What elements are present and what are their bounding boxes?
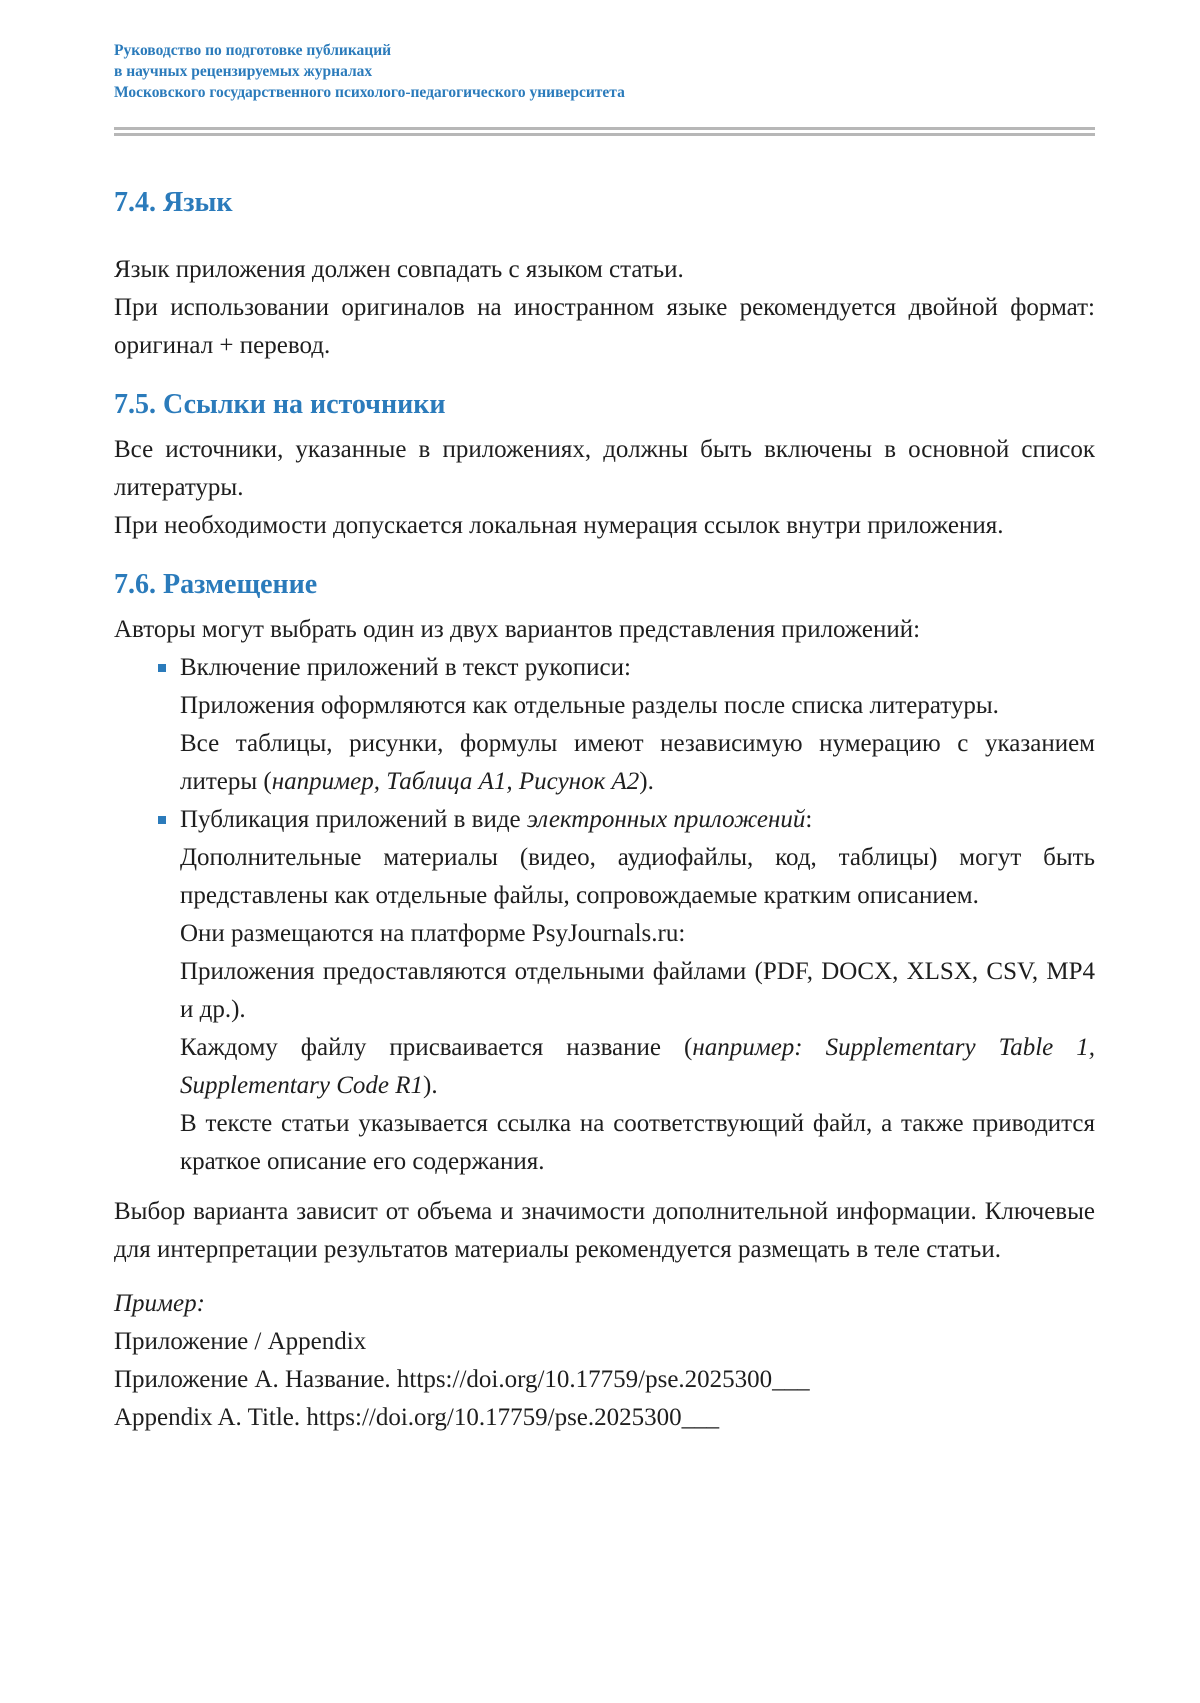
bullet-1-line-2: [180, 725, 1095, 801]
bullet-1-text-2-before: Все таблицы, рисунки, формулы имеют независимую нумерацию с указанием литеры (: [180, 730, 1095, 795]
section-7-4-paragraph-2: При использовании оригиналов на иностранном языке рекомендуется двойной формат: оригинал + перевод.: [114, 294, 1095, 359]
bullet-2-title-before: Публикация приложений в виде: [180, 806, 527, 833]
bullet-2-line-3: Приложения предоставляются отдельными файлами (PDF, DOCX, XLSX, CSV, MP4 и др.).: [180, 958, 1095, 1023]
bullet-1-text-2-after: ).: [639, 768, 654, 795]
header-line-2: в научных рецензируемых журналах: [114, 63, 373, 80]
section-7-6-intro: Авторы могут выбрать один из двух вариантов представления приложений:: [114, 616, 921, 643]
page-content: [114, 185, 1095, 1437]
running-header: [114, 40, 1094, 103]
bullet-2-title-italic: электронных приложений: [526, 806, 806, 833]
bullet-2-line-1: Дополнительные материалы (видео, аудиофайлы, код, таблицы) могут быть представлены как отдельные файлы, сопровождаемые кратким описанием.: [180, 844, 1095, 909]
list-item-electronic-appendix: [114, 801, 1095, 1181]
header-line-1: Руководство по подготовке публикаций: [114, 42, 392, 59]
example-line-3: Appendix A. Title. https://doi.org/10.17759/pse.2025300___: [114, 1404, 720, 1431]
bullet-1-title: Включение приложений в текст рукописи:: [180, 654, 631, 681]
bullet-square-icon: [158, 664, 166, 672]
bullet-2-title: [180, 801, 1095, 839]
bullet-2-line-4-italic: например: Supplementary Table 1, Supplementary Code R1: [180, 1034, 1095, 1099]
example-block: [114, 1285, 1095, 1437]
section-7-4-heading: 7.4. Язык: [114, 187, 233, 218]
section-7-5-paragraph-2: При необходимости допускается локальная нумерация ссылок внутри приложения.: [114, 512, 1004, 539]
example-label-italic: Пример:: [114, 1290, 205, 1317]
section-7-6-heading: 7.6. Размещение: [114, 569, 318, 600]
bullet-1-text-2-italic: например, Таблица А1, Рисунок А2: [271, 768, 640, 795]
header-rule-bottom: [114, 133, 1095, 136]
placement-options-list: [114, 649, 1095, 1181]
bullet-2-line-5: В тексте статьи указывается ссылка на соответствующий файл, а также приводится краткое описание его содержания.: [180, 1110, 1095, 1175]
section-7-5-heading: 7.5. Ссылки на источники: [114, 389, 446, 420]
section-7-4-paragraph-1: Язык приложения должен совпадать с языком статьи.: [114, 256, 684, 283]
list-item-inline-appendix: [114, 649, 1095, 801]
bullet-2-title-after: :: [805, 806, 813, 833]
bullet-2-line-4-before: Каждому файлу присваивается название (: [180, 1034, 693, 1061]
bullet-square-icon: [158, 816, 166, 824]
bullet-2-line-4-after: ).: [423, 1072, 438, 1099]
bullet-2-line-4: [180, 1029, 1095, 1105]
section-7-5-paragraph-1: Все источники, указанные в приложениях, должны быть включены в основной список литературы.: [114, 436, 1095, 501]
header-line-3: Московского государственного психолого-педагогического университета: [114, 84, 625, 101]
header-rule-top: [114, 127, 1095, 130]
example-line-2: Приложение А. Название. https://doi.org/10.17759/pse.2025300___: [114, 1366, 810, 1393]
example-label: [114, 1285, 1095, 1323]
example-line-1: Приложение / Appendix: [114, 1328, 367, 1355]
section-7-6-outro: Выбор варианта зависит от объема и значимости дополнительной информации. Ключевые для интерпретации результатов материалы рекомендуется размещать в теле статьи.: [114, 1198, 1095, 1263]
bullet-1-line-1: Приложения оформляются как отдельные разделы после списка литературы.: [180, 692, 999, 719]
bullet-2-line-2: Они размещаются на платформе PsyJournals.ru:: [180, 920, 686, 947]
